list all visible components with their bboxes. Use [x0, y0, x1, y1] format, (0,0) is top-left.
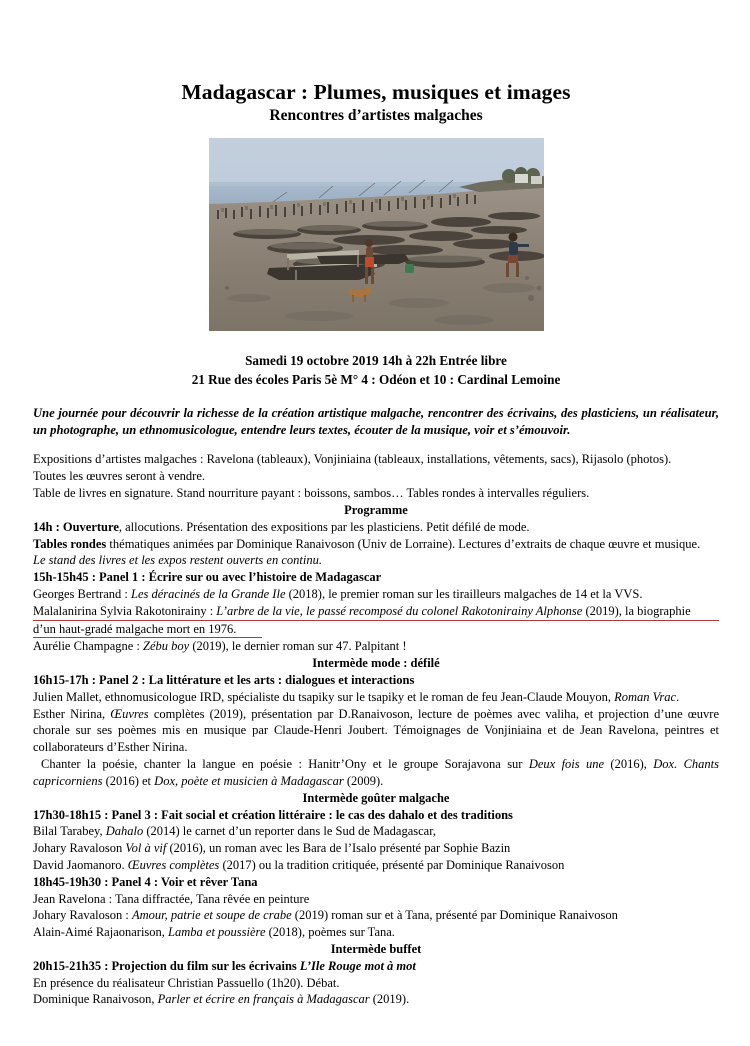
panel-2-heading: 16h15-17h : Panel 2 : La littérature et les arts : dialogues et interactions	[33, 673, 415, 688]
work-title: Lamba et poussière	[168, 925, 266, 940]
work-title-3: Dox, poète et musicien à Madagascar	[154, 773, 344, 788]
expositions-line-1: Expositions d’artistes malgaches : Ravelona (tableaux), Vonjiniaina (tableaux, installations, vêtements, sacs), Rijasolo (photos).	[33, 452, 672, 467]
entry-tail: (2019) roman sur et à Tana, présenté par Dominique Ranaivoson	[291, 908, 618, 923]
panel-2-entry-2	[33, 706, 719, 756]
speaker: Malalanirina Sylvia Rakotonirainy :	[33, 603, 217, 618]
speaker: Johary Ravaloson :	[33, 908, 132, 923]
film-heading-label: 20h15-21h35 : Projection du film sur les écrivains	[33, 958, 300, 973]
intro-paragraph: Une journée pour découvrir la richesse de la création artistique malgache, rencontrer des écrivains, des plasticiens, un réalisateur, un photographe, un ethnomusicologue, entendre leurs textes, écouter de la musique, voir et s’émouvoir.	[33, 406, 719, 438]
work-title: Deux fois une	[528, 757, 605, 772]
event-date-line: Samedi 19 octobre 2019 14h à 22h Entrée libre	[245, 352, 507, 368]
beach-photo	[209, 138, 544, 331]
work-title: L’arbre de la vie, le passé recomposé du colonel Rakotonirainy Alphonse	[216, 603, 583, 618]
panel-1-entry-1	[33, 586, 719, 603]
flagged-line-1	[33, 603, 719, 621]
work-title: Les déracinés de la Grande Ile	[131, 586, 286, 601]
entry-tail: (2019), la biographie	[582, 603, 691, 618]
work-title-2: Dox. Chants capricorniens	[33, 757, 719, 788]
panel-3-entry-2	[33, 840, 719, 857]
tables-rondes-rest: thématiques animées par Dominique Ranaivoson (Univ de Lorraine). Lectures d’extraits de chaque œuvre et musique.	[106, 536, 701, 551]
event-details	[33, 352, 719, 389]
panel-4-entry-1	[33, 891, 719, 908]
panel-4-entry-3	[33, 924, 719, 941]
work-title: Amour, patrie et soupe de crabe	[131, 908, 292, 923]
opening-time: 14h : Ouverture	[33, 519, 119, 534]
film-title: L’Ile Rouge mot à mot	[299, 958, 416, 973]
work-title: Œuvres complètes	[127, 857, 220, 872]
speaker: Jean Ravelona : Tana diffractée, Tana rêvée en peinture	[33, 891, 310, 906]
opening-rest: , allocutions. Présentation des expositions par les plasticiens. Petit défilé de mode.	[118, 519, 530, 534]
opening-line	[33, 519, 719, 536]
entry-tail: (2016), un roman avec les Bara de l’Isalo présenté par Sophie Bazin	[166, 841, 511, 856]
entry-pre: Dominique Ranaivoson,	[33, 992, 158, 1007]
film-line-3	[33, 991, 719, 1008]
work-title: Dahalo	[105, 824, 144, 839]
work-title: Vol à vif	[125, 841, 167, 856]
entry-tail: (2018), le premier roman sur les tirailleurs malgaches de 14 et la VVS.	[285, 586, 643, 601]
entry-pre: Esther Nirina,	[33, 706, 111, 721]
work-title: Œuvres	[110, 706, 149, 721]
speaker: Alain-Aimé Rajaonarison,	[33, 925, 169, 940]
entry-tail: (2009).	[343, 773, 384, 788]
panel-2-entry-1	[33, 689, 719, 706]
entry-pre: Chanter la poésie, chanter la langue en poésie : Hanitr’Ony et le groupe Sorajavona sur	[41, 757, 529, 772]
speaker: Bilal Tarabey,	[33, 824, 106, 839]
interlude-2: Intermède goûter malgache	[302, 790, 450, 805]
interlude-1: Intermède mode : défilé	[312, 656, 440, 671]
panel-3-entry-1	[33, 823, 719, 840]
entry-mid-2: (2016) et	[102, 773, 155, 788]
tables-rondes-line	[33, 536, 719, 553]
tables-rondes-bold: Tables rondes	[33, 536, 107, 551]
entry-mid: (2016),	[604, 757, 654, 772]
panel-1-entry-2-flagged	[33, 603, 719, 639]
speaker: Georges Bertrand :	[33, 586, 132, 601]
film-heading	[33, 958, 719, 975]
entry-tail: (2019).	[369, 992, 410, 1007]
film-line-2: En présence du réalisateur Christian Passuello (1h20). Débat.	[33, 975, 340, 990]
entry-tail: (2014) le carnet d’un reporter dans le Sud de Madagascar,	[143, 824, 437, 839]
work-title: Zébu boy	[143, 639, 190, 654]
speaker: Aurélie Champagne :	[33, 639, 144, 654]
flagged-line-2: d’un haut-gradé malgache mort en 1976.	[33, 621, 262, 639]
programme-heading: Programme	[344, 502, 408, 517]
programme-body	[33, 451, 719, 1008]
page-subtitle: Rencontres d’artistes malgaches	[269, 107, 483, 125]
speaker: Julien Mallet, ethnomusicologue IRD, spécialiste du tsapiky sur le tsapiky et le roman de feu Jean-Claude Mouyon,	[33, 689, 615, 704]
panel-2-entry-3	[33, 756, 719, 790]
speaker: David Jaomanoro.	[33, 857, 128, 872]
event-address-line: 21 Rue des écoles Paris 5è M° 4 : Odéon et 10 : Cardinal Lemoine	[191, 371, 561, 387]
panel-3-entry-3	[33, 857, 719, 874]
document-body	[33, 80, 719, 1008]
expositions-line-3: Table de livres en signature. Stand nourriture payant : boissons, sambos… Tables rondes à intervalles réguliers.	[33, 486, 590, 501]
expositions-line-2: Toutes les œuvres seront à vendre.	[33, 469, 205, 484]
entry-tail: (2018), poèmes sur Tana.	[265, 925, 395, 940]
opening-note: Le stand des livres et les expos restent ouverts en continu.	[33, 553, 322, 568]
work-title: Roman Vrac	[614, 689, 677, 704]
speaker: Johary Ravaloson	[33, 841, 126, 856]
beach-photo-illustration	[209, 138, 544, 331]
entry-tail: (2017) ou la tradition critiquée, présenté par Dominique Ranaivoson	[219, 857, 565, 872]
entry-tail: (2019), le dernier roman sur 47. Palpitant !	[189, 639, 407, 654]
entry-tail: complètes (2019), présentation par D.Ranaivoson, lecture de poèmes avec valiha, et projection d’une œuvre chorale sur ses poèmes mis en musique par Claude-Henri Joubert. Témoignages de Vonjiniaina et de Jean Ravelona, peintres et collaborateurs d’Esther Nirina.	[33, 706, 719, 755]
panel-4-heading: 18h45-19h30 : Panel 4 : Voir et rêver Tana	[33, 874, 258, 889]
panel-4-entry-2	[33, 907, 719, 924]
work-title: Parler et écrire en français à Madagascar	[157, 992, 370, 1007]
panel-1-entry-3	[33, 638, 719, 655]
panel-3-heading: 17h30-18h15 : Panel 3 : Fait social et création littéraire : le cas des dahalo et des traditions	[33, 807, 513, 822]
panel-1-heading: 15h-15h45 : Panel 1 : Écrire sur ou avec l’histoire de Madagascar	[33, 570, 382, 585]
page-title: Madagascar : Plumes, musiques et images	[181, 80, 571, 104]
interlude-4: Intermède buffet	[330, 942, 422, 957]
entry-tail: .	[676, 689, 680, 704]
